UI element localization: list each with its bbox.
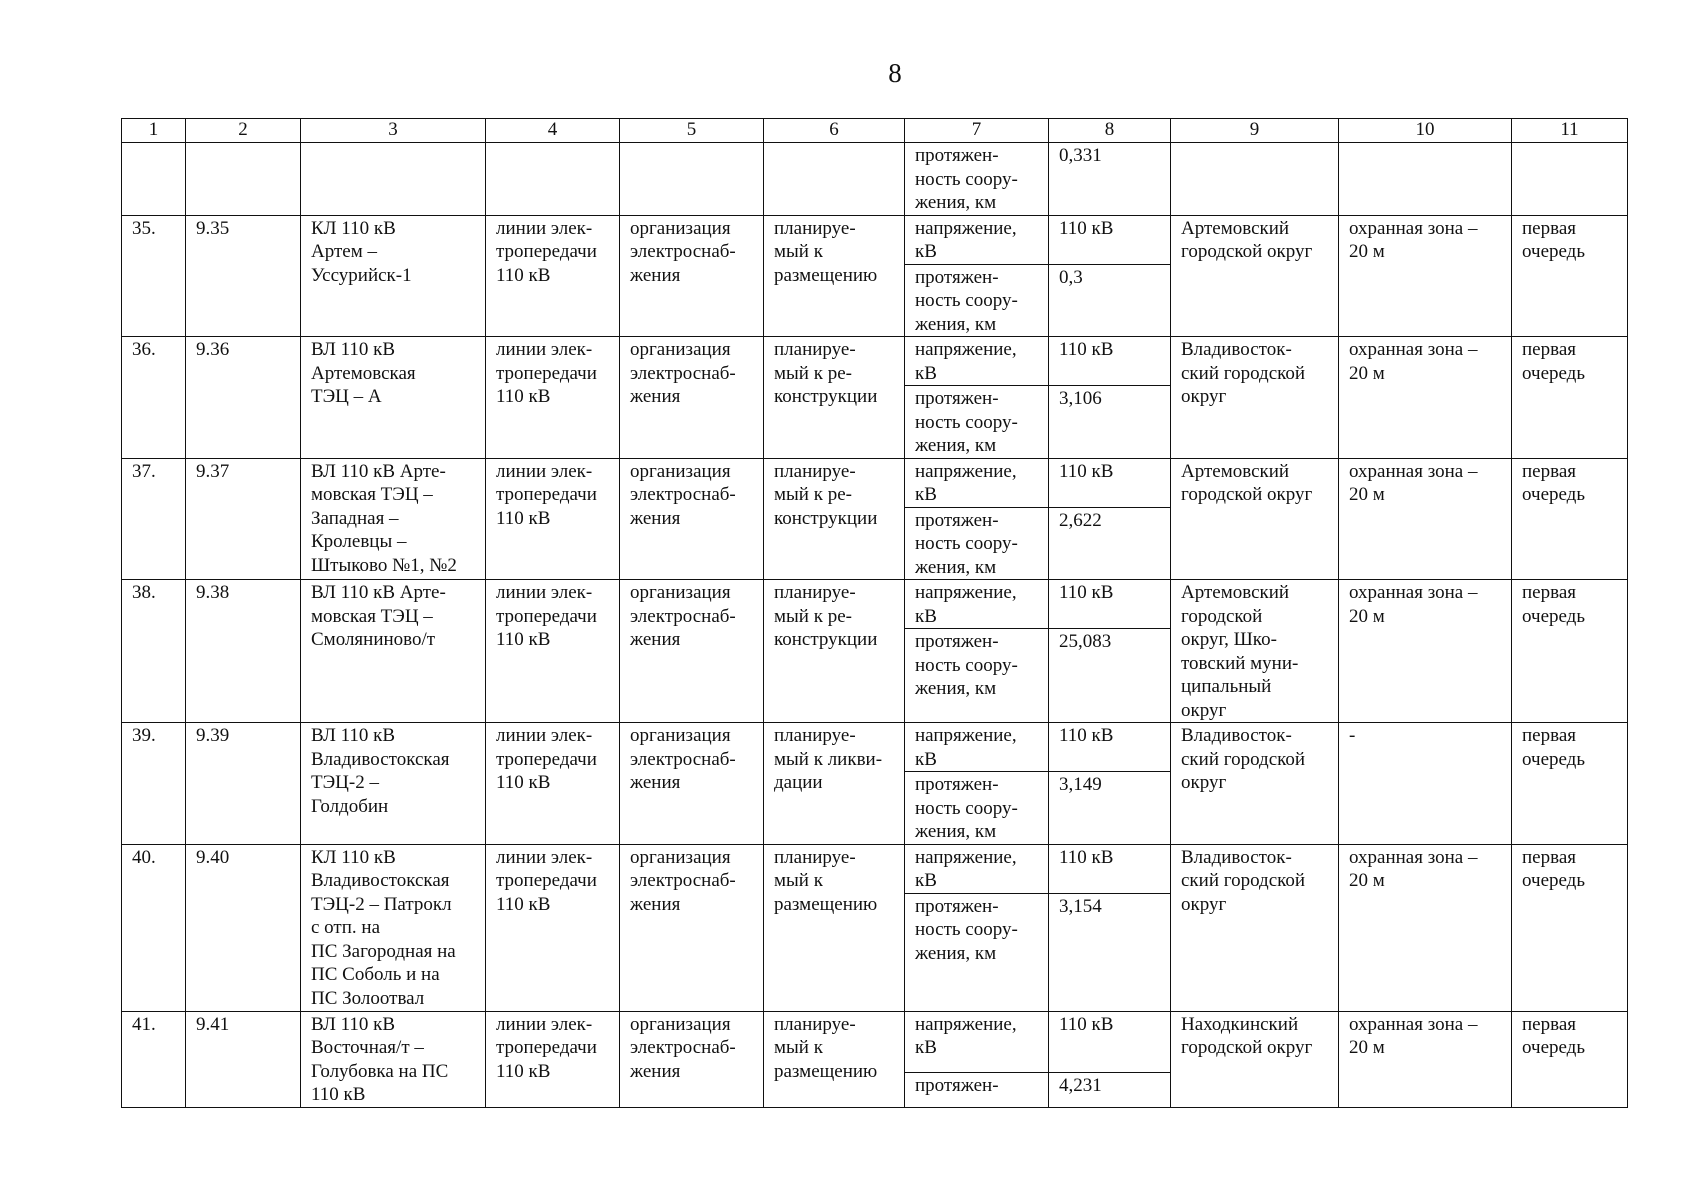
column-header: 1 bbox=[122, 119, 186, 143]
page-number: 8 bbox=[888, 58, 902, 88]
parameter-label: протяжен- ность соору- жения, км bbox=[905, 386, 1049, 459]
object-status: планируе- мый к размещению bbox=[764, 844, 905, 1011]
header-row bbox=[122, 119, 1628, 143]
location: Владивосток- ский городской округ bbox=[1171, 723, 1339, 845]
stage: первая очередь bbox=[1512, 723, 1628, 845]
parameter-value: 110 кВ bbox=[1049, 844, 1171, 893]
parameter-label: напряжение, кВ bbox=[905, 1011, 1049, 1073]
location: Владивосток- ский городской округ bbox=[1171, 337, 1339, 459]
stage: первая очередь bbox=[1512, 215, 1628, 337]
column-header: 9 bbox=[1171, 119, 1339, 143]
parameter-value: 110 кВ bbox=[1049, 580, 1171, 629]
location: Артемовский городской округ bbox=[1171, 458, 1339, 580]
parameter-label: напряжение, кВ bbox=[905, 337, 1049, 386]
record-number: 35. bbox=[122, 215, 186, 337]
object-name: ВЛ 110 кВ Арте- мовская ТЭЦ – Смолянинoво/т bbox=[301, 580, 486, 723]
record-number: 39. bbox=[122, 723, 186, 845]
parameter-label: протяжен- ность соору- жения, км bbox=[905, 893, 1049, 1011]
object-name: ВЛ 110 кВ Арте- мовская ТЭЦ – Западная – Кролевцы – Штыково №1, №2 bbox=[301, 458, 486, 580]
column-header: 11 bbox=[1512, 119, 1628, 143]
object-status: планируе- мый к размещению bbox=[764, 215, 905, 337]
object-type: линии элек- тропередачи 110 кВ bbox=[486, 337, 620, 459]
record-number: 36. bbox=[122, 337, 186, 459]
table-row bbox=[122, 1011, 1628, 1073]
object-name: ВЛ 110 кВ Владивостокская ТЭЦ-2 – Голдобин bbox=[301, 723, 486, 845]
record-code: 9.35 bbox=[186, 215, 301, 337]
object-name: КЛ 110 кВ Владивостокская ТЭЦ-2 – Патрокл с отп. на ПС Загородная на ПС Соболь и на ПС Золоотвал bbox=[301, 844, 486, 1011]
object-status: планируе- мый к ликви- дации bbox=[764, 723, 905, 845]
location: Артемовский городской округ bbox=[1171, 215, 1339, 337]
column-header: 5 bbox=[620, 119, 764, 143]
object-purpose: организация электроснаб- жения bbox=[620, 458, 764, 580]
zone-restrictions: охранная зона – 20 м bbox=[1339, 1011, 1512, 1107]
table-row bbox=[122, 215, 1628, 264]
column-header: 7 bbox=[905, 119, 1049, 143]
continuation-row bbox=[122, 143, 1628, 216]
record-code: 9.36 bbox=[186, 337, 301, 459]
zone-restrictions: охранная зона – 20 м bbox=[1339, 844, 1512, 1011]
object-status: планируе- мый к ре- конструкции bbox=[764, 337, 905, 459]
object-purpose: организация электроснаб- жения bbox=[620, 723, 764, 845]
column-header: 10 bbox=[1339, 119, 1512, 143]
object-purpose: организация электроснаб- жения bbox=[620, 215, 764, 337]
parameter-label: протяжен- ность соору- жения, км bbox=[905, 507, 1049, 580]
parameter-value: 3,154 bbox=[1049, 893, 1171, 1011]
object-type: линии элек- тропередачи 110 кВ bbox=[486, 844, 620, 1011]
parameter-label: напряжение, кВ bbox=[905, 215, 1049, 264]
object-purpose: организация электроснаб- жения bbox=[620, 580, 764, 723]
object-type: линии элек- тропередачи 110 кВ bbox=[486, 723, 620, 845]
parameter-label: напряжение, кВ bbox=[905, 458, 1049, 507]
parameter-value: 110 кВ bbox=[1049, 1011, 1171, 1073]
object-name: КЛ 110 кВ Артем – Уссурийск-1 bbox=[301, 215, 486, 337]
parameter-value: 3,106 bbox=[1049, 386, 1171, 459]
parameter-label: протяжен- ность соору- жения, км bbox=[905, 629, 1049, 723]
table-row bbox=[122, 580, 1628, 629]
object-type: линии элек- тропередачи 110 кВ bbox=[486, 580, 620, 723]
record-number: 37. bbox=[122, 458, 186, 580]
table-body bbox=[122, 119, 1628, 1108]
zone-restrictions: охранная зона – 20 м bbox=[1339, 458, 1512, 580]
parameter-value: 25,083 bbox=[1049, 629, 1171, 723]
column-header: 8 bbox=[1049, 119, 1171, 143]
parameter-value: 2,622 bbox=[1049, 507, 1171, 580]
object-type: линии элек- тропередачи 110 кВ bbox=[486, 1011, 620, 1107]
stage: первая очередь bbox=[1512, 458, 1628, 580]
record-number: 41. bbox=[122, 1011, 186, 1107]
object-type: линии элек- тропередачи 110 кВ bbox=[486, 215, 620, 337]
parameter-label: протяжен- ность соору- жения, км bbox=[905, 143, 1049, 216]
stage: первая очередь bbox=[1512, 337, 1628, 459]
column-header: 4 bbox=[486, 119, 620, 143]
zone-restrictions: охранная зона – 20 м bbox=[1339, 337, 1512, 459]
zone-restrictions: - bbox=[1339, 723, 1512, 845]
column-header: 3 bbox=[301, 119, 486, 143]
table-row bbox=[122, 458, 1628, 507]
parameter-value: 110 кВ bbox=[1049, 337, 1171, 386]
table-row bbox=[122, 723, 1628, 772]
parameter-value: 3,149 bbox=[1049, 772, 1171, 845]
stage: первая очередь bbox=[1512, 1011, 1628, 1107]
parameter-label: протяжен- ность соору- жения, км bbox=[905, 772, 1049, 845]
parameter-label: напряжение, кВ bbox=[905, 580, 1049, 629]
parameter-value: 0,331 bbox=[1049, 143, 1171, 216]
object-name: ВЛ 110 кВ Артемовская ТЭЦ – А bbox=[301, 337, 486, 459]
zone-restrictions: охранная зона – 20 м bbox=[1339, 215, 1512, 337]
table-row bbox=[122, 337, 1628, 386]
parameter-label: протяжен- bbox=[905, 1073, 1049, 1107]
record-code: 9.39 bbox=[186, 723, 301, 845]
column-header: 6 bbox=[764, 119, 905, 143]
zone-restrictions: охранная зона – 20 м bbox=[1339, 580, 1512, 723]
stage: первая очередь bbox=[1512, 580, 1628, 723]
object-status: планируе- мый к ре- конструкции bbox=[764, 458, 905, 580]
location: Артемовский городской округ, Шко- товский муни- ципальный округ bbox=[1171, 580, 1339, 723]
data-table bbox=[121, 118, 1628, 1108]
object-purpose: организация электроснаб- жения bbox=[620, 844, 764, 1011]
parameter-label: напряжение, кВ bbox=[905, 844, 1049, 893]
record-code: 9.41 bbox=[186, 1011, 301, 1107]
location: Владивосток- ский городской округ bbox=[1171, 844, 1339, 1011]
parameter-label: протяжен- ность соору- жения, км bbox=[905, 264, 1049, 337]
table-row bbox=[122, 844, 1628, 893]
record-number: 40. bbox=[122, 844, 186, 1011]
location: Находкинский городской округ bbox=[1171, 1011, 1339, 1107]
record-code: 9.37 bbox=[186, 458, 301, 580]
parameter-value: 0,3 bbox=[1049, 264, 1171, 337]
object-purpose: организация электроснаб- жения bbox=[620, 1011, 764, 1107]
parameter-value: 110 кВ bbox=[1049, 458, 1171, 507]
object-purpose: организация электроснаб- жения bbox=[620, 337, 764, 459]
object-status: планируе- мый к размещению bbox=[764, 1011, 905, 1107]
parameter-value: 4,231 bbox=[1049, 1073, 1171, 1107]
record-number: 38. bbox=[122, 580, 186, 723]
column-header: 2 bbox=[186, 119, 301, 143]
object-name: ВЛ 110 кВ Восточная/т – Голубовка на ПС 110 кВ bbox=[301, 1011, 486, 1107]
parameter-label: напряжение, кВ bbox=[905, 723, 1049, 772]
object-status: планируе- мый к ре- конструкции bbox=[764, 580, 905, 723]
record-code: 9.40 bbox=[186, 844, 301, 1011]
object-type: линии элек- тропередачи 110 кВ bbox=[486, 458, 620, 580]
parameter-value: 110 кВ bbox=[1049, 723, 1171, 772]
parameter-value: 110 кВ bbox=[1049, 215, 1171, 264]
stage: первая очередь bbox=[1512, 844, 1628, 1011]
record-code: 9.38 bbox=[186, 580, 301, 723]
